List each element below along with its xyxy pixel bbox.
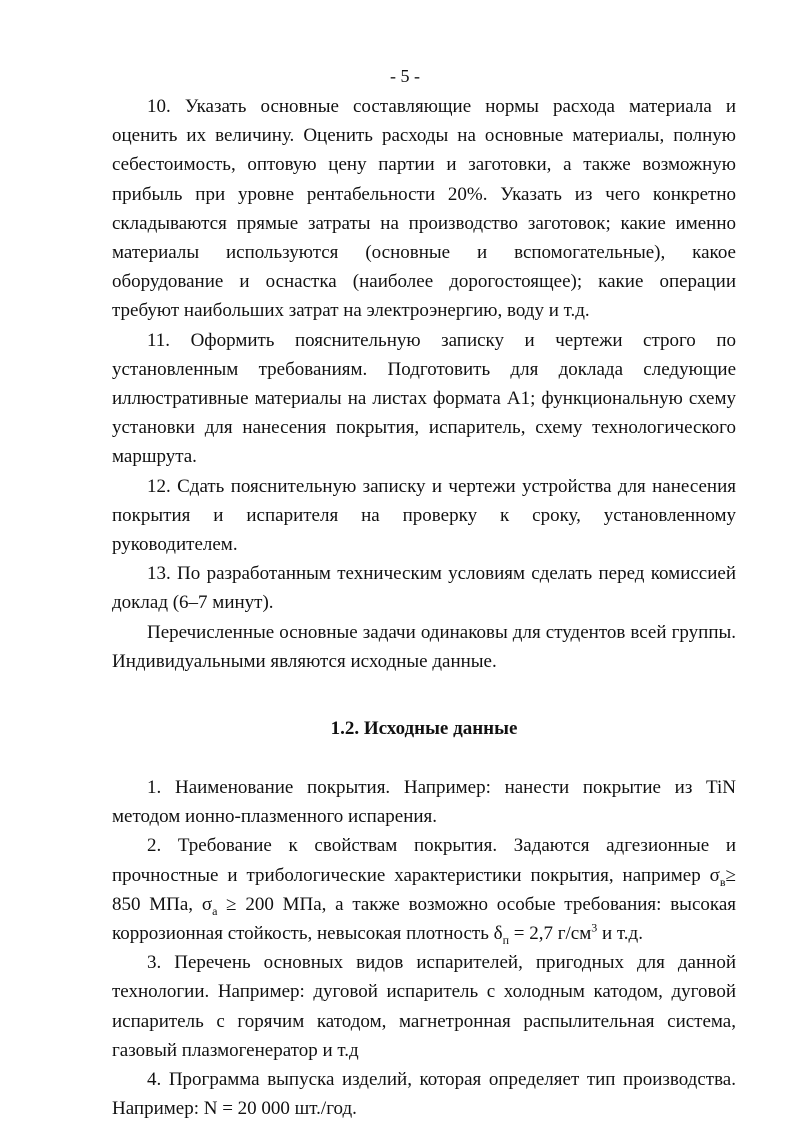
item-2-text-1: 2. Требование к свойствам покрытия. Задаются адгезионные и прочностные и трибологические характеристики покрытия, например σ — [112, 835, 736, 886]
item-2-text-2: ≥ 850 МПа, σ — [112, 864, 736, 915]
item-2-text-4: = 2,7 г/см — [509, 923, 592, 945]
item-2-text-5: и т.д. — [597, 923, 643, 945]
paragraph-item-11: 11. Оформить пояснительную записку и чертежи строго по установленным требованиям. Подготовить для доклада следующие иллюстративные материалы на листах формата А1; функциональную схему установки для нанесения покрытия, испаритель, схему технологического маршрута. — [112, 329, 736, 468]
item-2-subscript-2: а — [212, 903, 218, 918]
paragraph-item-12: 12. Сдать пояснительную записку и чертежи устройства для нанесения покрытия и испарителя на проверку к сроку, установленному руководителем. — [112, 475, 736, 556]
page-content — [112, 92, 736, 1124]
item-2-text-3: ≥ 200 МПа, а также возможно особые требования: высокая коррозионная стойкость, невысокая плотность δ — [112, 893, 736, 945]
paragraph-summary: Перечисленные основные задачи одинаковы для студентов всей группы. Индивидуальными являются исходные данные. — [112, 621, 736, 672]
item-2-superscript-1: 3 — [591, 920, 598, 935]
section-heading: 1.2. Исходные данные — [330, 718, 518, 740]
initial-data-item-3: 3. Перечень основных видов испарителей, пригодных для данной технологии. Например: дуговой испаритель с холодным катодом, дуговой испаритель с горячим катодом, магнетронная распылительная система, газовый плазмогенератор и т.д — [112, 952, 736, 1061]
initial-data-item-2 — [112, 831, 736, 948]
paragraph-item-10: 10. Указать основные составляющие нормы расхода материала и оценить их величину. Оценить расходы на основные материалы, полную себестоимость, оптовую цену партии и заготовки, а также возможную прибыль при уровне рентабельности 20%. Указать из чего конкретно складываются прямые затраты на производство заготовок; какие именно материалы используются (основные и вспомогательные), какое оборудование и оснастка (наиболее дорогостоящее); какие операции требуют наибольших затрат на электроэнергию, воду и т.д. — [112, 96, 736, 322]
initial-data-item-1: 1. Наименование покрытия. Например: нанести покрытие из TiN методом ионно-плазменного испарения. — [112, 777, 736, 828]
page-number: - 5 - — [390, 66, 420, 86]
paragraph-item-13: 13. По разработанным техническим условиям сделать перед комиссией доклад (6–7 минут). — [112, 563, 736, 614]
initial-data-item-4: 4. Программа выпуска изделий, которая определяет тип производства. Например: N = 20 000 шт./год. — [112, 1069, 736, 1120]
item-2-subscript-3: п — [502, 932, 509, 947]
item-2-subscript-1: в — [719, 874, 726, 889]
